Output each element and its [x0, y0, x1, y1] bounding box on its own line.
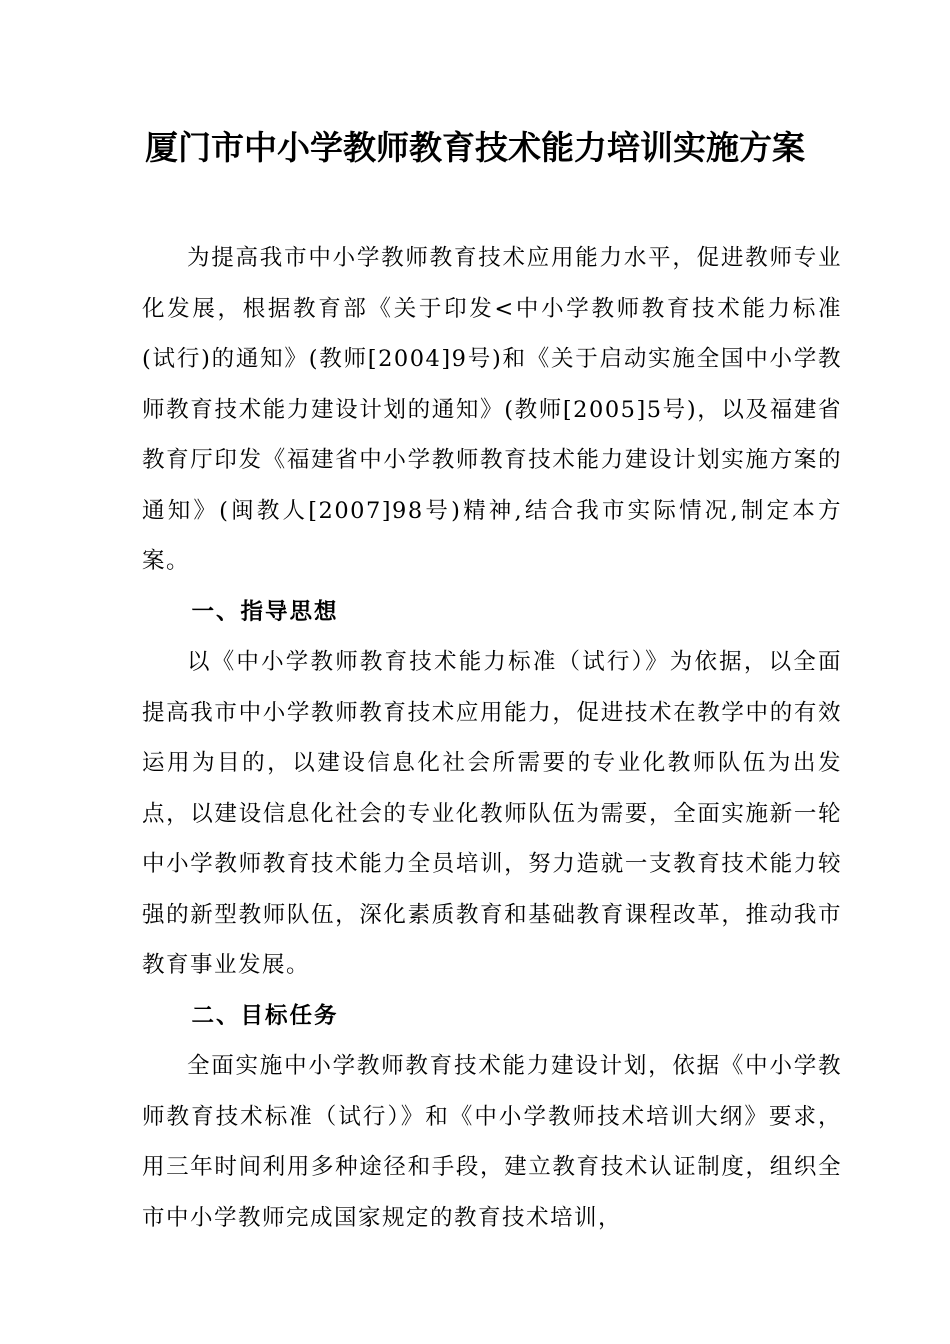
intro-paragraph: 为提高我市中小学教师教育技术应用能力水平，促进教师专业化发展，根据教育部《关于印发<中小学教师教育技术能力标准(试行)的通知》(教师[2004]9号)和《关于启动实施全国中小学教师教育技术能力建设计划的通知》(教师[2005]5号)，以及福建省教育厅印发《福建省中小学教师教育技术能力建设计划实施方案的通知》(闽教人[2007]98号)精神,结合我市实际情况,制定本方案。	[142, 245, 842, 574]
section-heading-goals-tasks: 二、目标任务	[191, 1002, 339, 1029]
section-paragraph-guiding-ideology: 以《中小学教师教育技术能力标准（试行）》为依据，以全面提高我市中小学教师教育技术应用能力，促进技术在教学中的有效运用为目的，以建设信息化社会所需要的专业化教师队伍为出发点，以建设信息化社会的专业化教师队伍为需要，全面实施新一轮中小学教师教育技术能力全员培训，努力造就一支教育技术能力较强的新型教师队伍，深化素质教育和基础教育课程改革，推动我市教育事业发展。	[142, 649, 842, 978]
document-title: 厦门市中小学教师教育技术能力培训实施方案	[145, 128, 805, 167]
section-heading-guiding-ideology: 一、指导思想	[191, 598, 339, 625]
document-body	[142, 233, 842, 1243]
section-paragraph-goals-tasks: 全面实施中小学教师教育技术能力建设计划，依据《中小学教师教育技术标准（试行）》和《中小学教师技术培训大纲》要求，用三年时间利用多种途径和手段，建立教育技术认证制度，组织全市中小学教师完成国家规定的教育技术培训，	[142, 1053, 842, 1231]
